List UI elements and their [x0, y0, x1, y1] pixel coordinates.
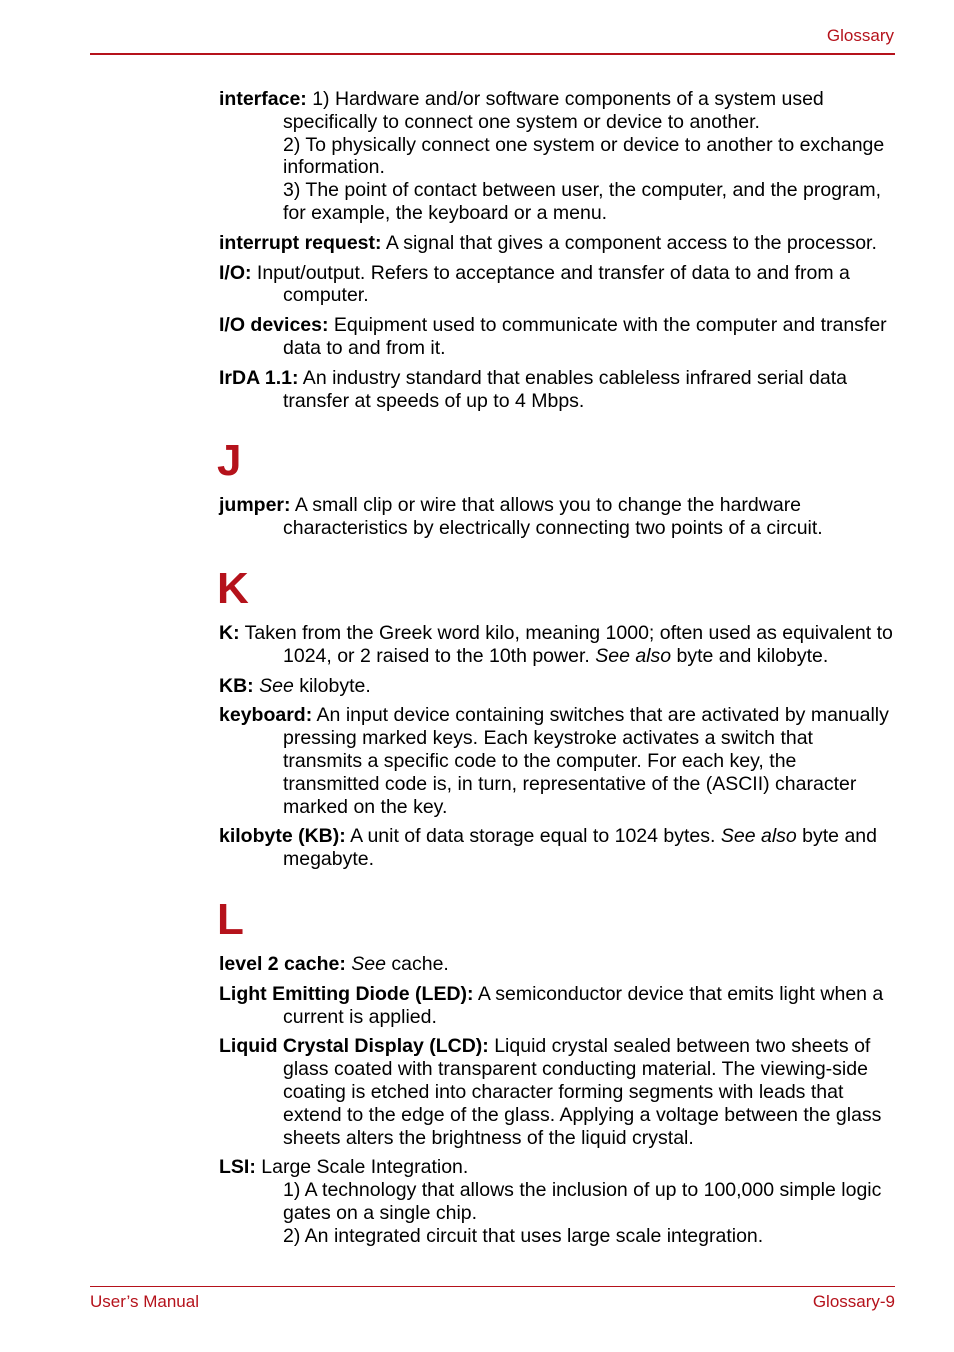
entry-text: A small clip or wire that allows you to change the hardware characteristics by electrically connecting two points of a circuit. [283, 494, 823, 540]
entry-text: A semiconductor device that emits light when a current is applied. [283, 982, 884, 1028]
entry-term: interrupt request: [219, 231, 382, 254]
footer-rule [90, 1286, 895, 1287]
entry-text: Liquid crystal sealed between two sheets of glass coated with transparent conducting material. The viewing-side coating is etched into character forming segments with leads that extend to the edge of the glass. Applying a voltage between the glass sheets alters the brightness of the liquid crystal. [283, 1035, 882, 1149]
glossary-entry-io [219, 262, 895, 308]
entry-term: level 2 cache: [219, 952, 346, 975]
header-rule [90, 53, 895, 55]
entry-text: A signal that gives a component access to the processor. [381, 231, 877, 254]
entry-term: jumper: [219, 494, 291, 517]
glossary-content [219, 88, 895, 1254]
entry-text: cache. [385, 952, 449, 975]
glossary-entry-level-2-cache [219, 953, 895, 976]
glossary-entry-led [219, 983, 895, 1029]
entry-term: IrDA 1.1: [219, 366, 299, 389]
entry-line: 2) To physically connect one system or device to another to exchange information. [283, 133, 885, 179]
header-section-title: Glossary [826, 26, 894, 45]
section-heading-k: K [217, 563, 249, 613]
glossary-entry-jumper [219, 494, 895, 540]
entry-text: A unit of data storage equal to 1024 bytes. [345, 825, 721, 848]
glossary-entry-io-devices [219, 314, 895, 360]
entry-term: Light Emitting Diode (LED): [219, 982, 474, 1005]
entry-text: Large Scale Integration. [255, 1156, 469, 1179]
entry-term: LSI: [219, 1156, 256, 1179]
entry-text: 1) Hardware and/or software components of a system used specifically to connect one system or device to another. [283, 88, 824, 133]
entry-line: 2) An integrated circuit that uses large scale integration. [283, 1224, 764, 1247]
footer-manual-title: User’s Manual [90, 1292, 199, 1311]
entry-emphasis: See [259, 674, 294, 697]
glossary-entry-kilobyte [219, 825, 895, 871]
entry-term: I/O: [219, 261, 252, 284]
entry-text: Equipment used to communicate with the computer and transfer data to and from it. [283, 314, 887, 359]
glossary-entry-lcd [219, 1035, 895, 1149]
entry-term: Liquid Crystal Display (LCD): [219, 1035, 489, 1058]
glossary-entry-keyboard [219, 704, 895, 818]
glossary-entry-irda [219, 367, 895, 413]
entry-emphasis: See also [720, 825, 797, 848]
glossary-entry-interrupt-request [219, 232, 895, 255]
entry-line: 3) The point of contact between user, the computer, and the program, for example, the keyboard or a menu. [283, 179, 882, 224]
entry-text: kilobyte. [293, 674, 371, 697]
entry-text: Taken from the Greek word kilo, meaning 1000; often used as equivalent to 1024, or 2 raised to the 10th power. [239, 621, 893, 667]
entry-emphasis: See [351, 952, 386, 975]
entry-term: interface: [219, 88, 307, 110]
entry-text: An industry standard that enables cableless infrared serial data transfer at speeds of up to 4 Mbps. [283, 366, 847, 412]
entry-emphasis: See also [595, 644, 672, 667]
section-heading-j: J [217, 436, 242, 486]
entry-term: K: [219, 621, 240, 644]
entry-term: kilobyte (KB): [219, 825, 346, 848]
entry-term: KB: [219, 674, 254, 697]
section-heading-l: L [217, 894, 244, 944]
entry-term: keyboard: [219, 704, 313, 727]
glossary-entry-interface [219, 88, 895, 225]
entry-line: 1) A technology that allows the inclusion of up to 100,000 simple logic gates on a single chip. [283, 1179, 882, 1224]
entry-text: byte and kilobyte. [671, 644, 829, 667]
glossary-entry-k [219, 622, 895, 668]
glossary-entry-kb [219, 675, 895, 698]
glossary-entry-lsi [219, 1156, 895, 1247]
entry-text: An input device containing switches that are activated by manually pressing marked keys. Each keystroke activates a switch that transmits a specific code to the computer. For each key, the transmitted code is, in turn, representative of the (ASCII) character marked on the key. [283, 704, 889, 818]
footer-page-number: Glossary-9 [812, 1292, 895, 1311]
entry-text: byte and megabyte. [283, 825, 877, 871]
entry-term: I/O devices: [219, 314, 329, 337]
entry-text: Input/output. Refers to acceptance and transfer of data to and from a computer. [251, 261, 850, 307]
